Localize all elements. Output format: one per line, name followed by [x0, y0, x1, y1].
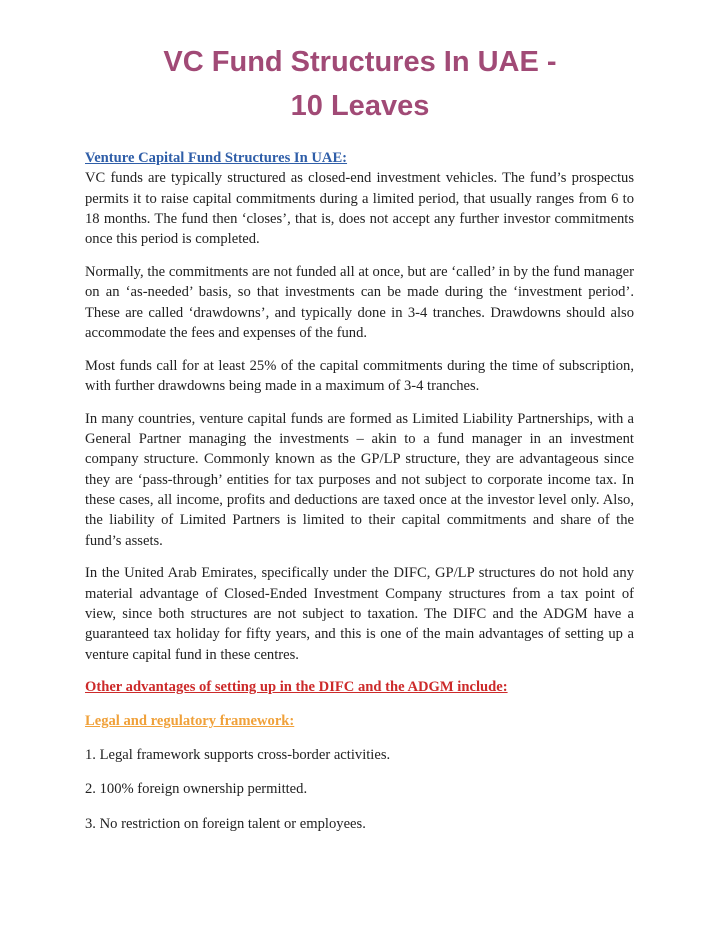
- page-title-line-2: 10 Leaves: [290, 90, 430, 122]
- list-item-3: 3. No restriction on foreign talent or employees.: [85, 815, 366, 832]
- paragraph-2: Normally, the commitments are not funded all at once, but are ‘called’ in by the fund manager on an ‘as-needed’ basis, so that investments can be made during the ‘investment period’. These are called ‘drawdowns’, and typically done in 3-4 tranches. Drawdowns should also accommodate the fees and expenses of the fund.: [85, 263, 634, 341]
- paragraph-5: In the United Arab Emirates, specifically under the DIFC, GP/LP structures do not hold any material advantage of Closed-Ended Investment Company structures from a tax point of view, since both structures are not subject to taxation. The DIFC and the ADGM have a guaranteed tax holiday for fifty years, and this is one of the main advantages of setting up a venture capital fund in these centres.: [85, 565, 634, 663]
- page-title-line-1: VC Fund Structures In UAE -: [163, 46, 557, 78]
- list-item-1: 1. Legal framework supports cross-border activities.: [85, 746, 391, 763]
- document-body: [85, 148, 634, 848]
- list-item-2: 2. 100% foreign ownership permitted.: [85, 781, 308, 798]
- section-heading-legal-framework: Legal and regulatory framework:: [85, 713, 295, 730]
- paragraph-3: Most funds call for at least 25% of the capital commitments during the time of subscription, with further drawdowns being made in a maximum of 3-4 tranches.: [85, 357, 634, 394]
- section-heading-other-advantages: Other advantages of setting up in the DIFC and the ADGM include:: [85, 679, 508, 696]
- paragraph-4: In many countries, venture capital funds are formed as Limited Liability Partnerships, with a General Partner managing the investments – akin to a fund manager in an investment company structure. Commonly known as the GP/LP structure, they are advantageous since they are ‘pass-through’ entities for tax purposes and not subject to corporate income tax. In these cases, all income, profits and deductions are taxed once at the investor level only. Also, the liability of Limited Partners is limited to their capital commitments and share of the fund’s assets.: [85, 410, 634, 549]
- section-heading-vc-fund-structures: Venture Capital Fund Structures In UAE:: [85, 150, 348, 166]
- paragraph-1: VC funds are typically structured as closed-end investment vehicles. The fund’s prospectus permits it to raise capital commitments during a limited period, that usually ranges from 6 to 18 months. The fund then ‘closes’, that is, does not accept any further investor commitments once this period is completed.: [85, 170, 634, 248]
